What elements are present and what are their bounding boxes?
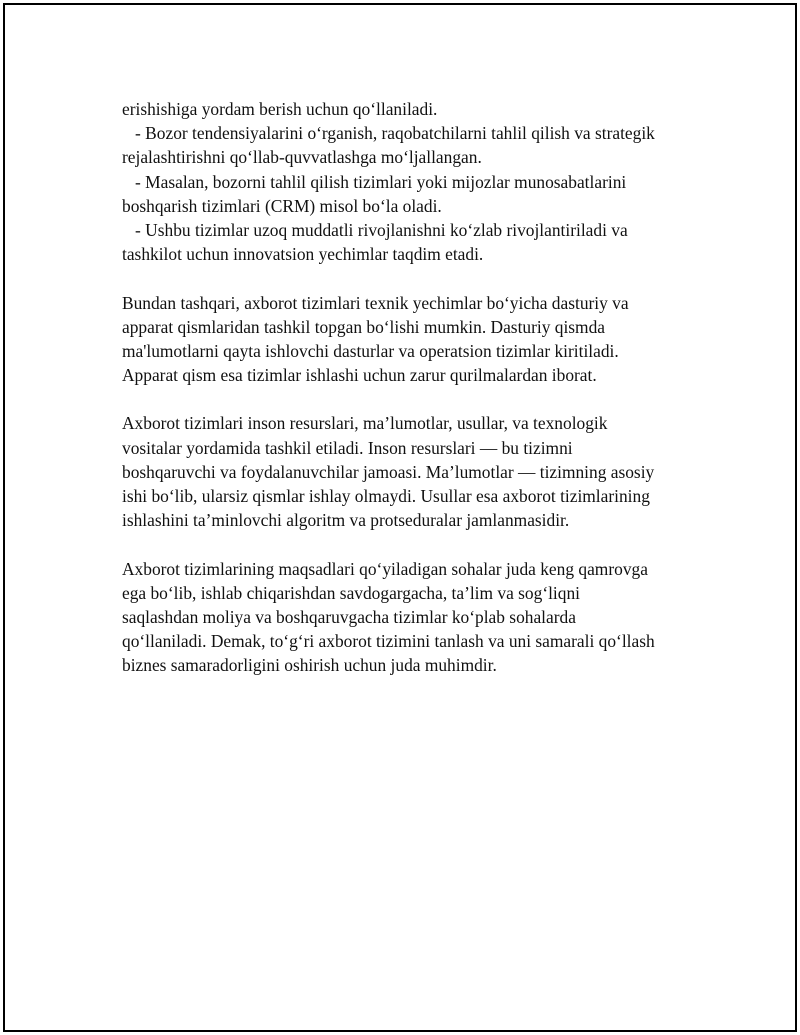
paragraph-components [122,411,702,532]
text-line: boshqaruvchi va foydalanuvchilar jamoasi. Ma’lumotlar — tizimning asosiy [122,461,655,482]
text-line: qoʻllaniladi. Demak, toʻgʻri axborot tizimini tanlash va uni samarali qoʻllash [122,631,655,652]
text-line: - Masalan, bozorni tahlil qilish tizimlari yoki mijozlar munosabatlarini [122,171,627,192]
paragraph-gap [122,532,702,556]
paragraph-gap [122,387,702,411]
text-line: rejalashtirishni qoʻllab-quvvatlashga moʻljallangan. [122,147,482,168]
text-line: ishlashini ta’minlovchi algoritm va protseduralar jamlanmasidir. [122,510,570,531]
paragraph-goals [122,557,702,678]
text-line: Axborot tizimlari inson resurslari, ma’lumotlar, usullar, va texnologik [122,413,608,434]
text-line: Bundan tashqari, axborot tizimlari texnik yechimlar boʻyicha dasturiy va [122,292,629,313]
paragraph-gap [122,266,702,290]
text-line: vositalar yordamida tashkil etiladi. Inson resurslari — bu tizimni [122,437,573,458]
text-line: ishi boʻlib, ularsiz qismlar ishlay olmaydi. Usullar esa axborot tizimlarining [122,486,650,506]
text-line: boshqarish tizimlari (CRM) misol boʻla oladi. [122,195,442,216]
paragraph-hardware-software [122,291,702,388]
text-line: Apparat qism esa tizimlar ishlashi uchun zarur qurilmalardan iborat. [122,365,597,386]
page-content [122,97,702,678]
text-line: saqlashdan moliya va boshqaruvgacha tizimlar koʻplab sohalarda [122,606,576,627]
text-line: - Ushbu tizimlar uzoq muddatli rivojlanishni koʻzlab rivojlantiriladi va [122,219,628,240]
text-line: - Bozor tendensiyalarini oʻrganish, raqobatchilarni tahlil qilish va strategik [122,123,655,144]
text-line: apparat qismlaridan tashkil topgan boʻlishi mumkin. Dasturiy qismda [122,316,605,337]
text-line: ega boʻlib, ishlab chiqarishdan savdogargacha, ta’lim va sogʻliqni [122,582,580,603]
text-line: tashkilot uchun innovatsion yechimlar taqdim etadi. [122,244,484,265]
page-frame [3,3,797,1032]
text-line: ma'lumotlarni qayta ishlovchi dasturlar va operatsion tizimlar kiritiladi. [122,340,619,361]
text-line: biznes samaradorligini oshirish uchun juda muhimdir. [122,655,497,676]
text-line: erishishiga yordam berish uchun qoʻllaniladi. [122,99,438,119]
paragraph-list-continuation [122,97,702,266]
text-line: Axborot tizimlarining maqsadlari qoʻyiladigan sohalar juda keng qamrovga [122,558,648,579]
